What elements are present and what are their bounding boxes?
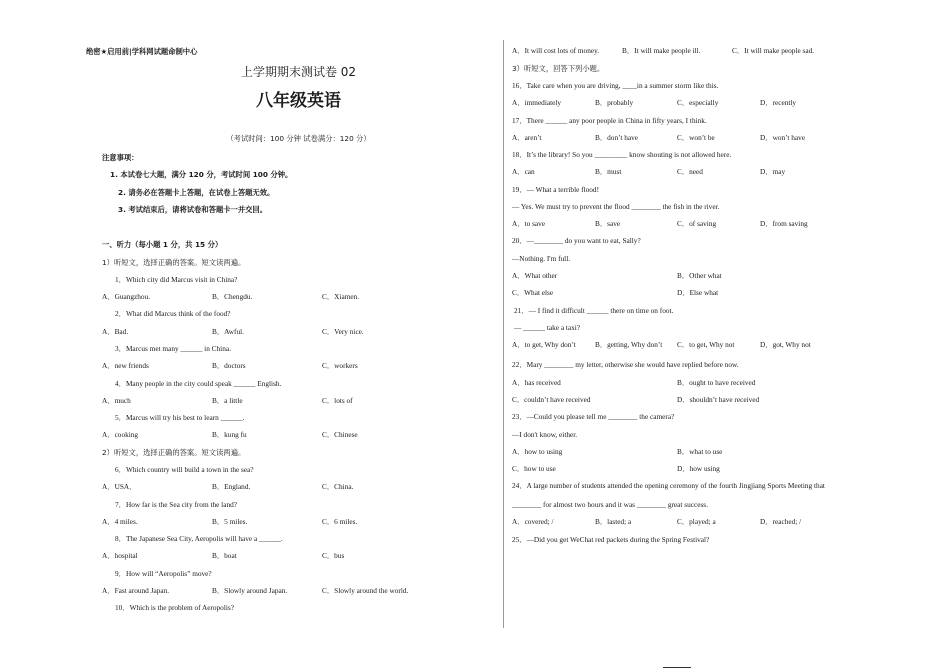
note-item: 1. 本试卷七大题，满分 120 分，考试时间 100 分钟。 <box>110 170 293 179</box>
note-item: 2. 请务必在答题卡上答题，在试卷上答题无效。 <box>118 188 275 197</box>
option-b[interactable]: B．ought to have received <box>677 378 756 387</box>
question-text: 25．—Did you get WeChat red packets during the Spring Festival? <box>512 535 710 544</box>
option-c[interactable]: C．China. <box>322 482 354 491</box>
part-instruction: 2）听短文，选择正确的答案。短文读两遍。 <box>102 448 246 457</box>
option-b[interactable]: B．a little <box>212 396 243 405</box>
option-c[interactable]: C．What else <box>512 288 554 297</box>
option-c[interactable]: C．6 miles. <box>322 517 358 526</box>
option-d[interactable]: D．shouldn’t have received <box>677 395 760 404</box>
question-text: —Nothing. I'm full. <box>512 254 571 263</box>
option-a[interactable]: A．Guangzhou. <box>102 292 151 301</box>
option-d[interactable]: D．recently <box>760 98 797 107</box>
option-d[interactable]: D．how using <box>677 464 720 473</box>
question-text: 5．Marcus will try his best to learn ______. <box>115 413 245 422</box>
option-b[interactable]: B．Slowly around Japan. <box>212 586 288 595</box>
option-a[interactable]: A．can <box>512 167 535 176</box>
option-b[interactable]: B．It will make people ill. <box>622 46 701 55</box>
question-text: 21．— I find it difficult ______ there on time on foot. <box>514 306 674 315</box>
option-d[interactable]: D．reached; / <box>760 517 802 526</box>
right-column <box>505 0 950 672</box>
option-c[interactable]: C．Xiamen. <box>322 292 360 301</box>
option-a[interactable]: A．to save <box>512 219 546 228</box>
option-a[interactable]: A．has received <box>512 378 561 387</box>
option-c[interactable]: C．how to use <box>512 464 556 473</box>
option-b[interactable]: B．kung fu <box>212 430 247 439</box>
option-c[interactable]: C．workers <box>322 361 358 370</box>
option-b[interactable]: B．lasted; a <box>595 517 632 526</box>
question-text: —I don't know, either. <box>512 430 578 439</box>
option-a[interactable]: A．USA． <box>102 482 137 491</box>
option-a[interactable]: A．Fast around Japan. <box>102 586 170 595</box>
option-a[interactable]: A．to get, Why don’t <box>512 340 576 349</box>
option-d[interactable]: D．Else what <box>677 288 719 297</box>
option-d[interactable]: D．may <box>760 167 786 176</box>
section-heading: 一、听力（每小题 1 分，共 15 分） <box>102 240 223 249</box>
question-text: 10．Which is the problem of Aeropolis? <box>115 603 234 612</box>
exam-title: 上学期期末测试卷 02 <box>240 65 357 79</box>
option-c[interactable]: C．need <box>677 167 703 176</box>
subject-title: 八年级英语 <box>256 91 341 111</box>
question-text: — Yes. We must try to prevent the flood ________ the fish in the river. <box>512 202 720 211</box>
option-b[interactable]: B．getting, Why don’t <box>595 340 663 349</box>
option-c[interactable]: C．Chinese <box>322 430 358 439</box>
question-text: 24．A large number of students attended the opening ceremony of the fourth Jingjiang Sports Meeting that <box>512 481 825 490</box>
option-c[interactable]: C．Slowly around the world. <box>322 586 409 595</box>
part-instruction: 3）听短文，回答下列小题。 <box>512 64 605 73</box>
part-instruction: 1）听短文，选择正确的答案。短文读两遍。 <box>102 258 246 267</box>
option-a[interactable]: A．hospital <box>102 551 138 560</box>
question-text: 9．How will “Aeropolis” move? <box>115 569 212 578</box>
option-b[interactable]: B．Chengdu. <box>212 292 253 301</box>
option-c[interactable]: C．played; a <box>677 517 716 526</box>
option-a[interactable]: A．aren’t <box>512 133 542 142</box>
option-b[interactable]: B．doctors <box>212 361 246 370</box>
question-text: 19．— What a terrible flood! <box>512 185 599 194</box>
option-a[interactable]: A．cooking <box>102 430 139 439</box>
option-b[interactable]: B．don’t have <box>595 133 639 142</box>
option-c[interactable]: C．bus <box>322 551 345 560</box>
option-a[interactable]: A．It will cost lots of money. <box>512 46 600 55</box>
question-text: 20．—________ do you want to eat, Sally? <box>512 236 641 245</box>
option-b[interactable]: B．must <box>595 167 622 176</box>
page-footer-line <box>663 667 691 668</box>
option-d[interactable]: D．from saving <box>760 219 808 228</box>
option-c[interactable]: C．of saving <box>677 219 717 228</box>
option-b[interactable]: B．Awful. <box>212 327 244 336</box>
option-b[interactable]: B．probably <box>595 98 634 107</box>
option-c[interactable]: C．Very nice. <box>322 327 364 336</box>
option-b[interactable]: B．boat <box>212 551 237 560</box>
option-b[interactable]: B．England. <box>212 482 251 491</box>
question-text: 6．Which country will build a town in the sea? <box>115 465 254 474</box>
option-a[interactable]: A．What other <box>512 271 558 280</box>
option-a[interactable]: A．covered; / <box>512 517 554 526</box>
option-d[interactable]: D．won’t have <box>760 133 806 142</box>
option-b[interactable]: B．save <box>595 219 621 228</box>
option-a[interactable]: A．much <box>102 396 131 405</box>
notes-heading: 注意事项： <box>102 153 139 162</box>
option-c[interactable]: C．to get, Why not <box>677 340 735 349</box>
question-text: 17．There ______ any poor people in China in fifty years, I think. <box>512 116 707 125</box>
option-b[interactable]: B．Other what <box>677 271 722 280</box>
option-d[interactable]: D．got, Why not <box>760 340 811 349</box>
option-c[interactable]: C．It will make people sad. <box>732 46 815 55</box>
option-a[interactable]: A．how to using <box>512 447 563 456</box>
question-text: 1．Which city did Marcus visit in China? <box>115 275 238 284</box>
question-text: 2．What did Marcus think of the food? <box>115 309 231 318</box>
question-text: 7．How far is the Sea city from the land? <box>115 500 237 509</box>
question-text: 8．The Japanese Sea City, Aeropolis will have a ______. <box>115 534 283 543</box>
question-text: 3．Marcus met many ______ in China. <box>115 344 231 353</box>
option-c[interactable]: C．couldn’t have received <box>512 395 591 404</box>
option-b[interactable]: B．what to use <box>677 447 723 456</box>
option-b[interactable]: B．5 miles. <box>212 517 248 526</box>
question-text: 4．Many people in the city could speak ______ English. <box>115 379 282 388</box>
option-c[interactable]: C．especially <box>677 98 719 107</box>
column-divider <box>503 40 504 628</box>
time-info: （考试时间：100 分钟 试卷满分：120 分） <box>226 134 371 143</box>
question-text: 18．It’s the library! So you _________ know shouting is not allowed here. <box>512 150 732 159</box>
option-a[interactable]: A．new friends <box>102 361 149 370</box>
note-item: 3. 考试结束后，请将试卷和答题卡一并交回。 <box>118 205 268 214</box>
option-c[interactable]: C．won’t be <box>677 133 715 142</box>
option-a[interactable]: A．immediately <box>512 98 562 107</box>
secret-label: 绝密★启用前|学科网试题命制中心 <box>86 47 198 56</box>
option-a[interactable]: A．Bad. <box>102 327 129 336</box>
question-text: 16．Take care when you are driving, ____in a summer storm like this. <box>512 81 719 90</box>
option-a[interactable]: A．4 miles. <box>102 517 138 526</box>
question-text: ________ for almost two hours and it was ________ great success. <box>512 500 708 509</box>
option-c[interactable]: C．lots of <box>322 396 353 405</box>
question-text: 23．—Could you please tell me ________ the camera? <box>512 412 675 421</box>
question-text: 22．Mary ________ my letter, otherwise she would have replied before now. <box>512 360 739 369</box>
question-text: — ______ take a taxi? <box>514 323 581 332</box>
